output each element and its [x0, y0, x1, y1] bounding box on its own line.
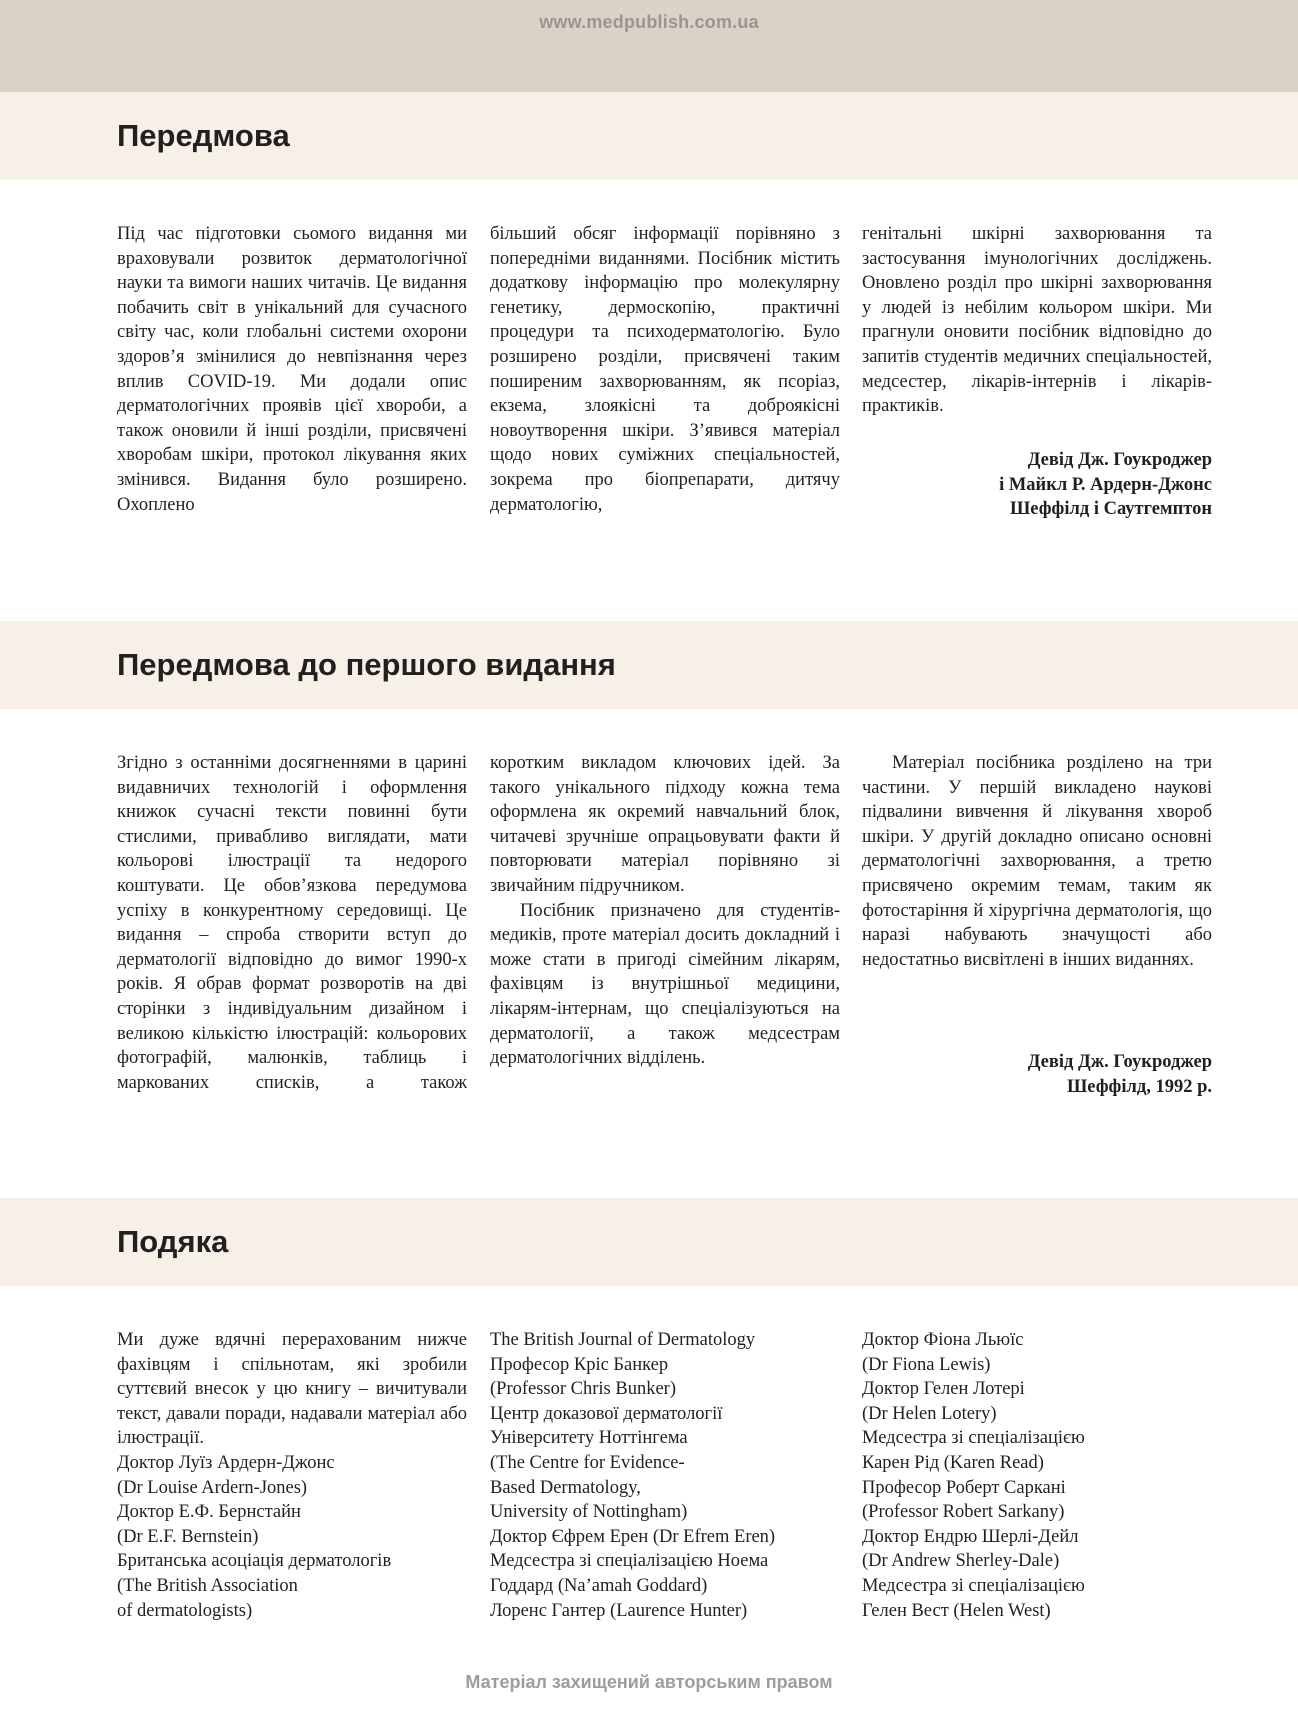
- acknowledgement-line: Доктор Фіона Льюїс: [862, 1330, 1024, 1350]
- preface-paragraph: Під час підготовки сьомого видання ми враховували розвиток дерматологічної науки та вимоги наших читачів. Це видання побачить світ в унікальний для сучасного світу час, коли глобальні системи охорони здоров’я змінилися до невпізнання через вплив COVID-19. Ми додали опис дерматологічних проявів цієї хвороби, а також оновили й інші розділи, присвячені хворобам шкіри, протокол лікування яких змінився. Видання було розширено. Охоплено: [117, 224, 467, 515]
- first-edition-paragraph: Посібник призначено для студентів-медиків, проте матеріал досить докладний і може стати в пригоді сімейним лікарям, фахівцям із внутрішньої медицини, лікарям-інтернам, що спеціалізуються на дерматології, а також медсестрам дерматологічних відділень.: [490, 900, 840, 1069]
- acknowledgements-column-1: [117, 1328, 467, 1623]
- first-edition-column-2: [490, 751, 840, 1071]
- first-edition-column-3: [862, 751, 1212, 972]
- first-edition-column-1: [117, 751, 467, 1095]
- first-edition-header-band: [0, 621, 1298, 709]
- acknowledgement-line: Британська асоціація дерматологів: [117, 1551, 392, 1572]
- acknowledgement-line: Професор Кріс Банкер: [490, 1354, 669, 1375]
- preface-column-1: [117, 222, 467, 517]
- copyright-watermark: Матеріал захищений авторським правом: [465, 1672, 833, 1692]
- acknowledgement-line: Університету Ноттінгема: [490, 1428, 688, 1449]
- acknowledgements-header-band: [0, 1198, 1298, 1286]
- acknowledgement-entry: [490, 1402, 840, 1525]
- acknowledgement-line: Медсестра зі спеціалізацією: [862, 1428, 1085, 1449]
- acknowledgement-entry: [862, 1476, 1212, 1525]
- acknowledgement-line: (Dr Fiona Lewis): [862, 1354, 991, 1375]
- acknowledgement-line: (Professor Chris Bunker): [490, 1379, 677, 1400]
- acknowledgement-line: Доктор Єфрем Ерен (Dr Efrem Eren): [490, 1526, 776, 1547]
- acknowledgement-entry: [117, 1549, 467, 1623]
- acknowledgements-list: [117, 1451, 467, 1623]
- signature-line: Шеффілд, 1992 р.: [1066, 1076, 1212, 1097]
- acknowledgement-line: Медсестра зі спеціалізацією Ноема: [490, 1551, 769, 1572]
- acknowledgement-entry: [862, 1426, 1212, 1475]
- acknowledgement-line: Доктор Луїз Ардерн-Джонс: [117, 1452, 335, 1473]
- acknowledgements-list: [862, 1328, 1212, 1623]
- acknowledgements-title: Подяка: [117, 1224, 229, 1259]
- acknowledgement-entry: [490, 1599, 840, 1624]
- acknowledgement-entry: [117, 1500, 467, 1549]
- acknowledgement-line: (Dr E.F. Bernstein): [117, 1526, 259, 1547]
- preface-title: Передмова: [117, 118, 290, 153]
- acknowledgement-line: (Dr Louise Ardern-Jones): [117, 1477, 308, 1498]
- website-watermark: www.medpublish.com.ua: [539, 12, 759, 32]
- signature-line: і Майкл Р. Ардерн-Джонс: [999, 474, 1212, 495]
- acknowledgement-line: (Dr Andrew Sherley-Dale): [862, 1551, 1060, 1572]
- preface-paragraph: більший обсяг інформації порівняно з попередніми виданнями. Посібник містить додаткову інформацію про молекулярну генетику, дермоскопію, практичні процедури та психодерматологію. Було розширено розділи, присвячені таким поширеним захворюванням, як псоріаз, екзема, злоякісні та доброякісні новоутворення шкіри. З’явився матеріал щодо нових суміжних спеціальностей, зокрема про біопрепарати, дитячу дерматологію,: [490, 224, 840, 515]
- preface-column-3: [862, 222, 1212, 419]
- first-edition-paragraph: Згідно з останніми досягненнями в царині видавничих технологій і оформлення книжок сучасні тексти повинні бути стислими, привабливо виглядати, мати кольорові ілюстрації та недорого коштувати. Це обов’язкова передумова успіху в конкурентному середовищі. Це видання – спроба створити вступ до дерматології відповідно до вимог 1990-х років. Я обрав формат розворотів на дві сторінки з індивідуальним дизайном і великою кількістю ілюстрацій: кольорових фотографій, малюнків, таблиць і маркованих списків, а також: [117, 753, 467, 1093]
- acknowledgements-list: [490, 1328, 840, 1623]
- preface-signature: [862, 448, 1212, 522]
- acknowledgement-line: University of Nottingham): [490, 1502, 688, 1523]
- signature-line: Девід Дж. Гоукроджер: [1027, 1052, 1212, 1072]
- preface-paragraph: генітальні шкірні захворювання та застосування імунологічних досліджень. Оновлено розділ про шкірні захворювання у людей із небілим кольором шкіри. Ми прагнули оновити посібник відповідно до запитів студентів медичних спеціальностей, медсестер, лікарів-інтернів і лікарів-практиків.: [862, 224, 1212, 417]
- acknowledgement-line: Медсестра зі спеціалізацією: [862, 1575, 1085, 1596]
- acknowledgement-entry: [490, 1549, 840, 1598]
- acknowledgement-line: Лоренс Гантер (Laurence Hunter): [490, 1600, 748, 1621]
- acknowledgement-line: (The Centre for Evidence-: [490, 1452, 685, 1473]
- acknowledgement-entry: [490, 1525, 840, 1550]
- first-edition-paragraph: коротким викладом ключових ідей. За такого унікального підходу кожна тема оформлена як окремий навчальний блок, читачеві зручніше опрацьовувати факти й повторювати матеріал порівняно зі звичайним підручником.: [490, 753, 840, 896]
- acknowledgement-line: Карен Рід (Karen Read): [862, 1452, 1044, 1473]
- acknowledgement-line: Годдард (Na’amah Goddard): [490, 1575, 708, 1596]
- acknowledgement-line: Гелен Вест (Helen West): [862, 1600, 1051, 1621]
- acknowledgement-entry: [862, 1328, 1212, 1377]
- acknowledgement-line: The British Journal of Dermatology: [490, 1330, 756, 1350]
- acknowledgement-entry: [490, 1328, 840, 1353]
- acknowledgements-intro: Ми дуже вдячні перерахованим нижче фахівцям і спільнотам, які зробили суттєвий внесок у цю книгу – вичитували текст, давали поради, надавали матеріал або ілюстрації.: [117, 1330, 467, 1449]
- acknowledgement-entry: [117, 1451, 467, 1500]
- acknowledgement-line: Доктор Гелен Лотері: [862, 1379, 1025, 1400]
- acknowledgement-line: Доктор Ендрю Шерлі-Дейл: [862, 1526, 1079, 1547]
- signature-line: Шеффілд і Саутгемптон: [1009, 499, 1212, 520]
- acknowledgement-line: Центр доказової дерматології: [490, 1403, 723, 1424]
- acknowledgement-line: (Dr Helen Lotery): [862, 1403, 997, 1424]
- acknowledgement-line: Доктор Е.Ф. Бернстайн: [117, 1502, 301, 1523]
- acknowledgement-line: Професор Роберт Саркані: [862, 1477, 1066, 1498]
- acknowledgement-line: (Professor Robert Sarkany): [862, 1502, 1065, 1523]
- acknowledgement-entry: [862, 1525, 1212, 1574]
- first-edition-signature: [862, 1050, 1212, 1099]
- acknowledgement-entry: [862, 1377, 1212, 1426]
- first-edition-title: Передмова до першого видання: [117, 647, 616, 682]
- acknowledgement-entry: [862, 1574, 1212, 1623]
- preface-column-2: [490, 222, 840, 517]
- acknowledgement-line: Based Dermatology,: [490, 1477, 641, 1498]
- acknowledgement-line: (The British Association: [117, 1575, 298, 1596]
- first-edition-paragraph: Матеріал посібника розділено на три частини. У першій викладено наукові підвалини вивчення й лікування хвороб шкіри. У другій докладно описано основні дерматологічні захворювання, а третю присвячено окремим темам, таким як фотостаріння й хірургічна дерматологія, що наразі набувають значущості або недостатньо висвітлені в інших виданнях.: [862, 753, 1212, 970]
- signature-line: Девід Дж. Гоукроджер: [1027, 450, 1212, 470]
- acknowledgement-entry: [490, 1353, 840, 1402]
- acknowledgement-line: of dermatologists): [117, 1600, 253, 1621]
- preface-header-band: [0, 92, 1298, 180]
